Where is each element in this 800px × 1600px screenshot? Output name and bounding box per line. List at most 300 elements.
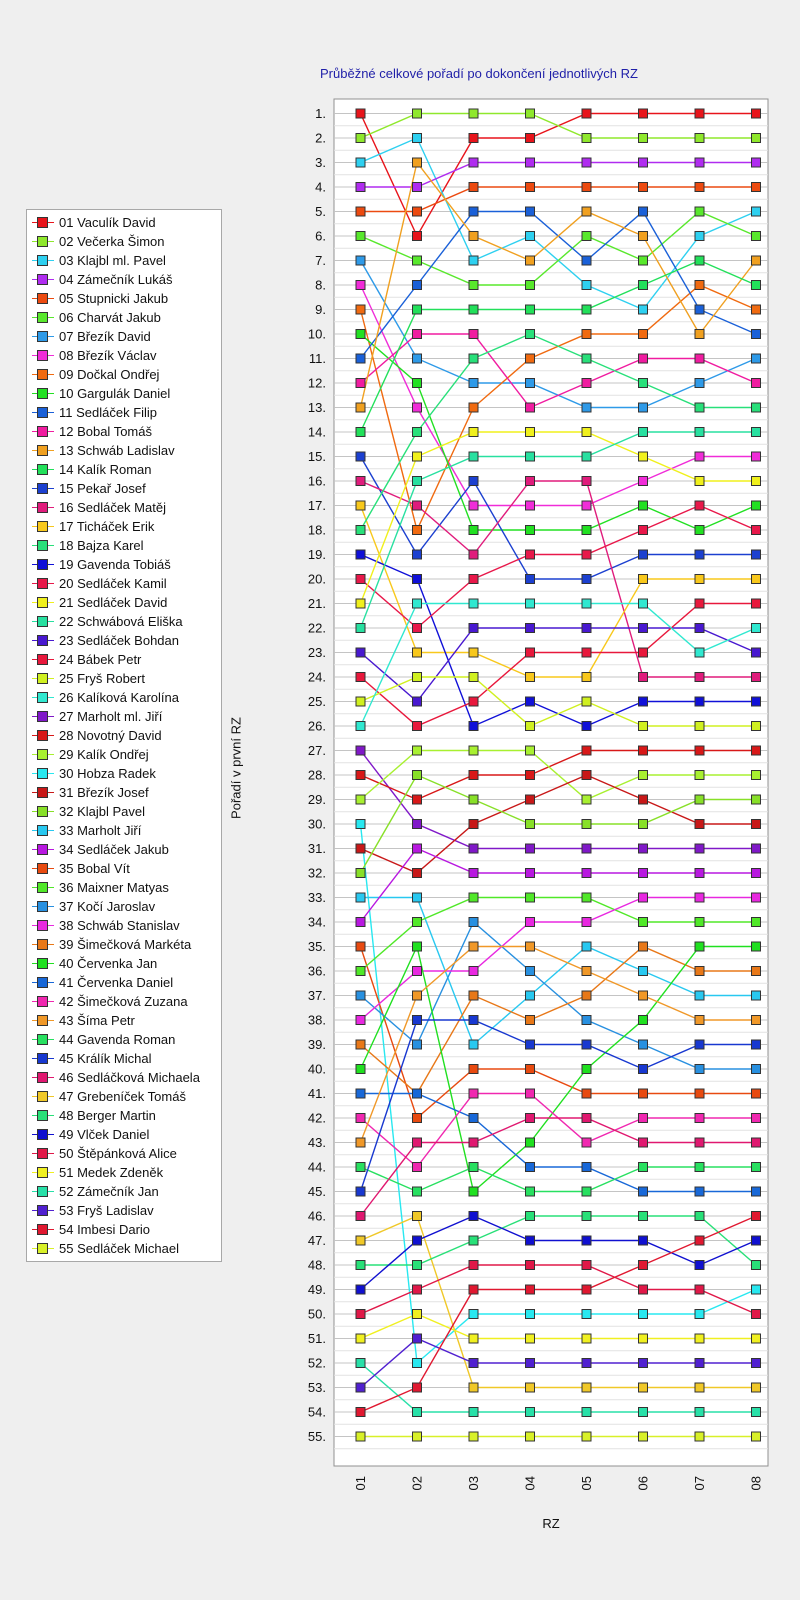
data-point[interactable] [752,526,761,535]
data-point[interactable] [356,967,365,976]
data-point[interactable] [469,256,478,265]
data-point[interactable] [582,1432,591,1441]
data-point[interactable] [469,550,478,559]
data-point[interactable] [639,1212,648,1221]
data-point[interactable] [413,428,422,437]
data-point[interactable] [469,1089,478,1098]
data-point[interactable] [356,281,365,290]
data-point[interactable] [413,207,422,216]
data-point[interactable] [526,844,535,853]
data-point[interactable] [526,1138,535,1147]
data-point[interactable] [356,1163,365,1172]
data-point[interactable] [526,1261,535,1270]
data-point[interactable] [582,746,591,755]
data-point[interactable] [695,452,704,461]
data-point[interactable] [582,428,591,437]
data-point[interactable] [752,281,761,290]
data-point[interactable] [752,1163,761,1172]
data-point[interactable] [413,1408,422,1417]
data-point[interactable] [752,109,761,118]
data-point[interactable] [752,624,761,633]
data-point[interactable] [469,991,478,1000]
data-point[interactable] [639,403,648,412]
data-point[interactable] [356,1016,365,1025]
data-point[interactable] [582,697,591,706]
data-point[interactable] [526,795,535,804]
data-point[interactable] [752,893,761,902]
data-point[interactable] [526,869,535,878]
data-point[interactable] [752,403,761,412]
data-point[interactable] [356,207,365,216]
data-point[interactable] [526,1089,535,1098]
data-point[interactable] [582,281,591,290]
data-point[interactable] [526,771,535,780]
data-point[interactable] [469,330,478,339]
data-point[interactable] [639,207,648,216]
data-point[interactable] [356,232,365,241]
data-point[interactable] [469,869,478,878]
data-point[interactable] [582,477,591,486]
data-point[interactable] [639,1383,648,1392]
data-point[interactable] [582,354,591,363]
data-point[interactable] [356,746,365,755]
data-point[interactable] [356,1432,365,1441]
data-point[interactable] [356,550,365,559]
data-point[interactable] [695,746,704,755]
data-point[interactable] [469,1138,478,1147]
data-point[interactable] [526,256,535,265]
data-point[interactable] [639,1285,648,1294]
data-point[interactable] [356,526,365,535]
data-point[interactable] [469,575,478,584]
data-point[interactable] [413,134,422,143]
data-point[interactable] [639,673,648,682]
data-point[interactable] [582,1163,591,1172]
data-point[interactable] [413,550,422,559]
data-point[interactable] [639,109,648,118]
data-point[interactable] [639,1114,648,1123]
data-point[interactable] [695,134,704,143]
data-point[interactable] [356,477,365,486]
data-point[interactable] [526,1334,535,1343]
data-point[interactable] [526,207,535,216]
data-point[interactable] [752,648,761,657]
data-point[interactable] [695,869,704,878]
data-point[interactable] [413,1138,422,1147]
data-point[interactable] [752,1310,761,1319]
data-point[interactable] [582,722,591,731]
data-point[interactable] [413,158,422,167]
data-point[interactable] [752,354,761,363]
data-point[interactable] [582,893,591,902]
data-point[interactable] [639,477,648,486]
data-point[interactable] [582,967,591,976]
data-point[interactable] [752,1383,761,1392]
data-point[interactable] [695,697,704,706]
data-point[interactable] [413,918,422,927]
data-point[interactable] [469,158,478,167]
data-point[interactable] [413,281,422,290]
data-point[interactable] [582,1334,591,1343]
data-point[interactable] [413,673,422,682]
data-point[interactable] [695,379,704,388]
data-point[interactable] [695,673,704,682]
data-point[interactable] [526,1383,535,1392]
data-point[interactable] [582,183,591,192]
data-point[interactable] [469,1261,478,1270]
data-point[interactable] [469,1114,478,1123]
data-point[interactable] [469,771,478,780]
data-point[interactable] [752,232,761,241]
data-point[interactable] [752,722,761,731]
data-point[interactable] [582,256,591,265]
data-point[interactable] [695,771,704,780]
data-point[interactable] [469,1359,478,1368]
data-point[interactable] [413,183,422,192]
data-point[interactable] [582,1089,591,1098]
data-point[interactable] [356,1334,365,1343]
data-point[interactable] [639,158,648,167]
data-point[interactable] [413,893,422,902]
data-point[interactable] [582,771,591,780]
data-point[interactable] [752,1114,761,1123]
data-point[interactable] [582,501,591,510]
data-point[interactable] [413,575,422,584]
data-point[interactable] [356,1089,365,1098]
data-point[interactable] [526,1016,535,1025]
data-point[interactable] [639,1432,648,1441]
data-point[interactable] [582,1359,591,1368]
data-point[interactable] [413,771,422,780]
data-point[interactable] [526,183,535,192]
data-point[interactable] [752,1138,761,1147]
data-point[interactable] [639,1163,648,1172]
data-point[interactable] [356,624,365,633]
data-point[interactable] [639,844,648,853]
data-point[interactable] [752,1065,761,1074]
data-point[interactable] [469,526,478,535]
data-point[interactable] [752,918,761,927]
data-point[interactable] [752,1016,761,1025]
data-point[interactable] [582,1310,591,1319]
data-point[interactable] [356,1065,365,1074]
data-point[interactable] [469,697,478,706]
data-point[interactable] [356,795,365,804]
data-point[interactable] [639,599,648,608]
data-point[interactable] [526,1432,535,1441]
data-point[interactable] [413,1359,422,1368]
data-point[interactable] [526,624,535,633]
data-point[interactable] [469,722,478,731]
data-point[interactable] [526,1212,535,1221]
data-point[interactable] [356,820,365,829]
data-point[interactable] [413,820,422,829]
data-point[interactable] [356,379,365,388]
data-point[interactable] [582,550,591,559]
data-point[interactable] [752,1236,761,1245]
data-point[interactable] [582,452,591,461]
data-point[interactable] [695,256,704,265]
data-point[interactable] [752,428,761,437]
data-point[interactable] [469,477,478,486]
data-point[interactable] [469,1408,478,1417]
data-point[interactable] [752,379,761,388]
data-point[interactable] [695,158,704,167]
data-point[interactable] [639,1187,648,1196]
data-point[interactable] [582,207,591,216]
data-point[interactable] [413,624,422,633]
data-point[interactable] [469,624,478,633]
data-point[interactable] [526,575,535,584]
data-point[interactable] [639,550,648,559]
data-point[interactable] [695,354,704,363]
data-point[interactable] [469,1187,478,1196]
data-point[interactable] [695,1187,704,1196]
data-point[interactable] [526,501,535,510]
data-point[interactable] [526,526,535,535]
data-point[interactable] [639,134,648,143]
data-point[interactable] [695,1285,704,1294]
data-point[interactable] [469,1334,478,1343]
data-point[interactable] [695,918,704,927]
data-point[interactable] [356,1187,365,1196]
data-point[interactable] [413,1089,422,1098]
data-point[interactable] [639,1408,648,1417]
data-point[interactable] [469,1310,478,1319]
data-point[interactable] [752,991,761,1000]
data-point[interactable] [639,1236,648,1245]
data-point[interactable] [695,575,704,584]
data-point[interactable] [526,967,535,976]
data-point[interactable] [582,1285,591,1294]
data-point[interactable] [526,1114,535,1123]
data-point[interactable] [695,967,704,976]
data-point[interactable] [639,305,648,314]
data-point[interactable] [752,697,761,706]
data-point[interactable] [413,942,422,951]
data-point[interactable] [469,648,478,657]
data-point[interactable] [582,795,591,804]
data-point[interactable] [639,428,648,437]
data-point[interactable] [695,526,704,535]
data-point[interactable] [582,918,591,927]
data-point[interactable] [356,697,365,706]
data-point[interactable] [752,942,761,951]
data-point[interactable] [695,183,704,192]
data-point[interactable] [469,354,478,363]
data-point[interactable] [695,109,704,118]
data-point[interactable] [752,1408,761,1417]
data-point[interactable] [639,918,648,927]
data-point[interactable] [639,1016,648,1025]
data-point[interactable] [526,330,535,339]
data-point[interactable] [413,1016,422,1025]
data-point[interactable] [413,1432,422,1441]
data-point[interactable] [752,256,761,265]
data-point[interactable] [356,844,365,853]
data-point[interactable] [695,281,704,290]
data-point[interactable] [526,1408,535,1417]
data-point[interactable] [526,820,535,829]
data-point[interactable] [413,795,422,804]
data-point[interactable] [469,305,478,314]
data-point[interactable] [356,893,365,902]
data-point[interactable] [582,575,591,584]
data-point[interactable] [526,673,535,682]
data-point[interactable] [582,942,591,951]
data-point[interactable] [695,1383,704,1392]
data-point[interactable] [469,1163,478,1172]
data-point[interactable] [469,109,478,118]
data-point[interactable] [695,1334,704,1343]
data-point[interactable] [469,1285,478,1294]
data-point[interactable] [695,1114,704,1123]
data-point[interactable] [356,183,365,192]
data-point[interactable] [526,1236,535,1245]
data-point[interactable] [639,820,648,829]
data-point[interactable] [582,158,591,167]
data-point[interactable] [413,1212,422,1221]
data-point[interactable] [695,1163,704,1172]
data-point[interactable] [526,305,535,314]
data-point[interactable] [639,354,648,363]
data-point[interactable] [695,1212,704,1221]
data-point[interactable] [639,256,648,265]
data-point[interactable] [695,403,704,412]
data-point[interactable] [469,673,478,682]
data-point[interactable] [469,967,478,976]
data-point[interactable] [469,1236,478,1245]
data-point[interactable] [752,452,761,461]
data-point[interactable] [582,1138,591,1147]
data-point[interactable] [413,1236,422,1245]
data-point[interactable] [526,158,535,167]
data-point[interactable] [639,452,648,461]
data-point[interactable] [695,1089,704,1098]
data-point[interactable] [582,869,591,878]
data-point[interactable] [695,722,704,731]
data-point[interactable] [582,232,591,241]
data-point[interactable] [695,1236,704,1245]
data-point[interactable] [695,1408,704,1417]
data-point[interactable] [695,1016,704,1025]
data-point[interactable] [752,477,761,486]
data-point[interactable] [752,207,761,216]
data-point[interactable] [582,330,591,339]
data-point[interactable] [356,256,365,265]
data-point[interactable] [413,1261,422,1270]
data-point[interactable] [752,673,761,682]
data-point[interactable] [639,1261,648,1270]
data-point[interactable] [526,991,535,1000]
data-point[interactable] [356,648,365,657]
data-point[interactable] [639,991,648,1000]
data-point[interactable] [356,1138,365,1147]
data-point[interactable] [695,599,704,608]
data-point[interactable] [695,820,704,829]
data-point[interactable] [695,1261,704,1270]
data-point[interactable] [469,1383,478,1392]
data-point[interactable] [752,1187,761,1196]
data-point[interactable] [526,452,535,461]
data-point[interactable] [356,1383,365,1392]
data-point[interactable] [526,1310,535,1319]
data-point[interactable] [582,624,591,633]
data-point[interactable] [356,869,365,878]
data-point[interactable] [356,1310,365,1319]
data-point[interactable] [752,501,761,510]
data-point[interactable] [752,1285,761,1294]
data-point[interactable] [752,1089,761,1098]
data-point[interactable] [526,722,535,731]
data-point[interactable] [582,599,591,608]
data-point[interactable] [752,158,761,167]
data-point[interactable] [582,844,591,853]
data-point[interactable] [695,207,704,216]
data-point[interactable] [582,134,591,143]
data-point[interactable] [413,1114,422,1123]
data-point[interactable] [695,1065,704,1074]
data-point[interactable] [639,942,648,951]
data-point[interactable] [526,599,535,608]
data-point[interactable] [469,207,478,216]
data-point[interactable] [413,1040,422,1049]
data-point[interactable] [413,1187,422,1196]
data-point[interactable] [356,673,365,682]
data-point[interactable] [752,134,761,143]
data-point[interactable] [752,820,761,829]
data-point[interactable] [356,158,365,167]
data-point[interactable] [695,795,704,804]
data-point[interactable] [413,452,422,461]
data-point[interactable] [582,673,591,682]
data-point[interactable] [356,501,365,510]
data-point[interactable] [639,1334,648,1343]
data-point[interactable] [582,1408,591,1417]
data-point[interactable] [413,403,422,412]
data-point[interactable] [469,1065,478,1074]
data-point[interactable] [526,403,535,412]
data-point[interactable] [695,428,704,437]
data-point[interactable] [526,232,535,241]
data-point[interactable] [413,354,422,363]
data-point[interactable] [413,697,422,706]
data-point[interactable] [639,869,648,878]
data-point[interactable] [413,109,422,118]
data-point[interactable] [469,1432,478,1441]
data-point[interactable] [639,330,648,339]
data-point[interactable] [582,1187,591,1196]
data-point[interactable] [695,991,704,1000]
data-point[interactable] [413,967,422,976]
data-point[interactable] [413,991,422,1000]
data-point[interactable] [639,526,648,535]
data-point[interactable] [752,599,761,608]
data-point[interactable] [356,1114,365,1123]
data-point[interactable] [413,232,422,241]
data-point[interactable] [526,379,535,388]
data-point[interactable] [752,771,761,780]
data-point[interactable] [582,991,591,1000]
data-point[interactable] [639,967,648,976]
data-point[interactable] [356,1408,365,1417]
data-point[interactable] [356,575,365,584]
data-point[interactable] [582,403,591,412]
data-point[interactable] [695,942,704,951]
data-point[interactable] [526,918,535,927]
data-point[interactable] [356,942,365,951]
data-point[interactable] [356,1359,365,1368]
